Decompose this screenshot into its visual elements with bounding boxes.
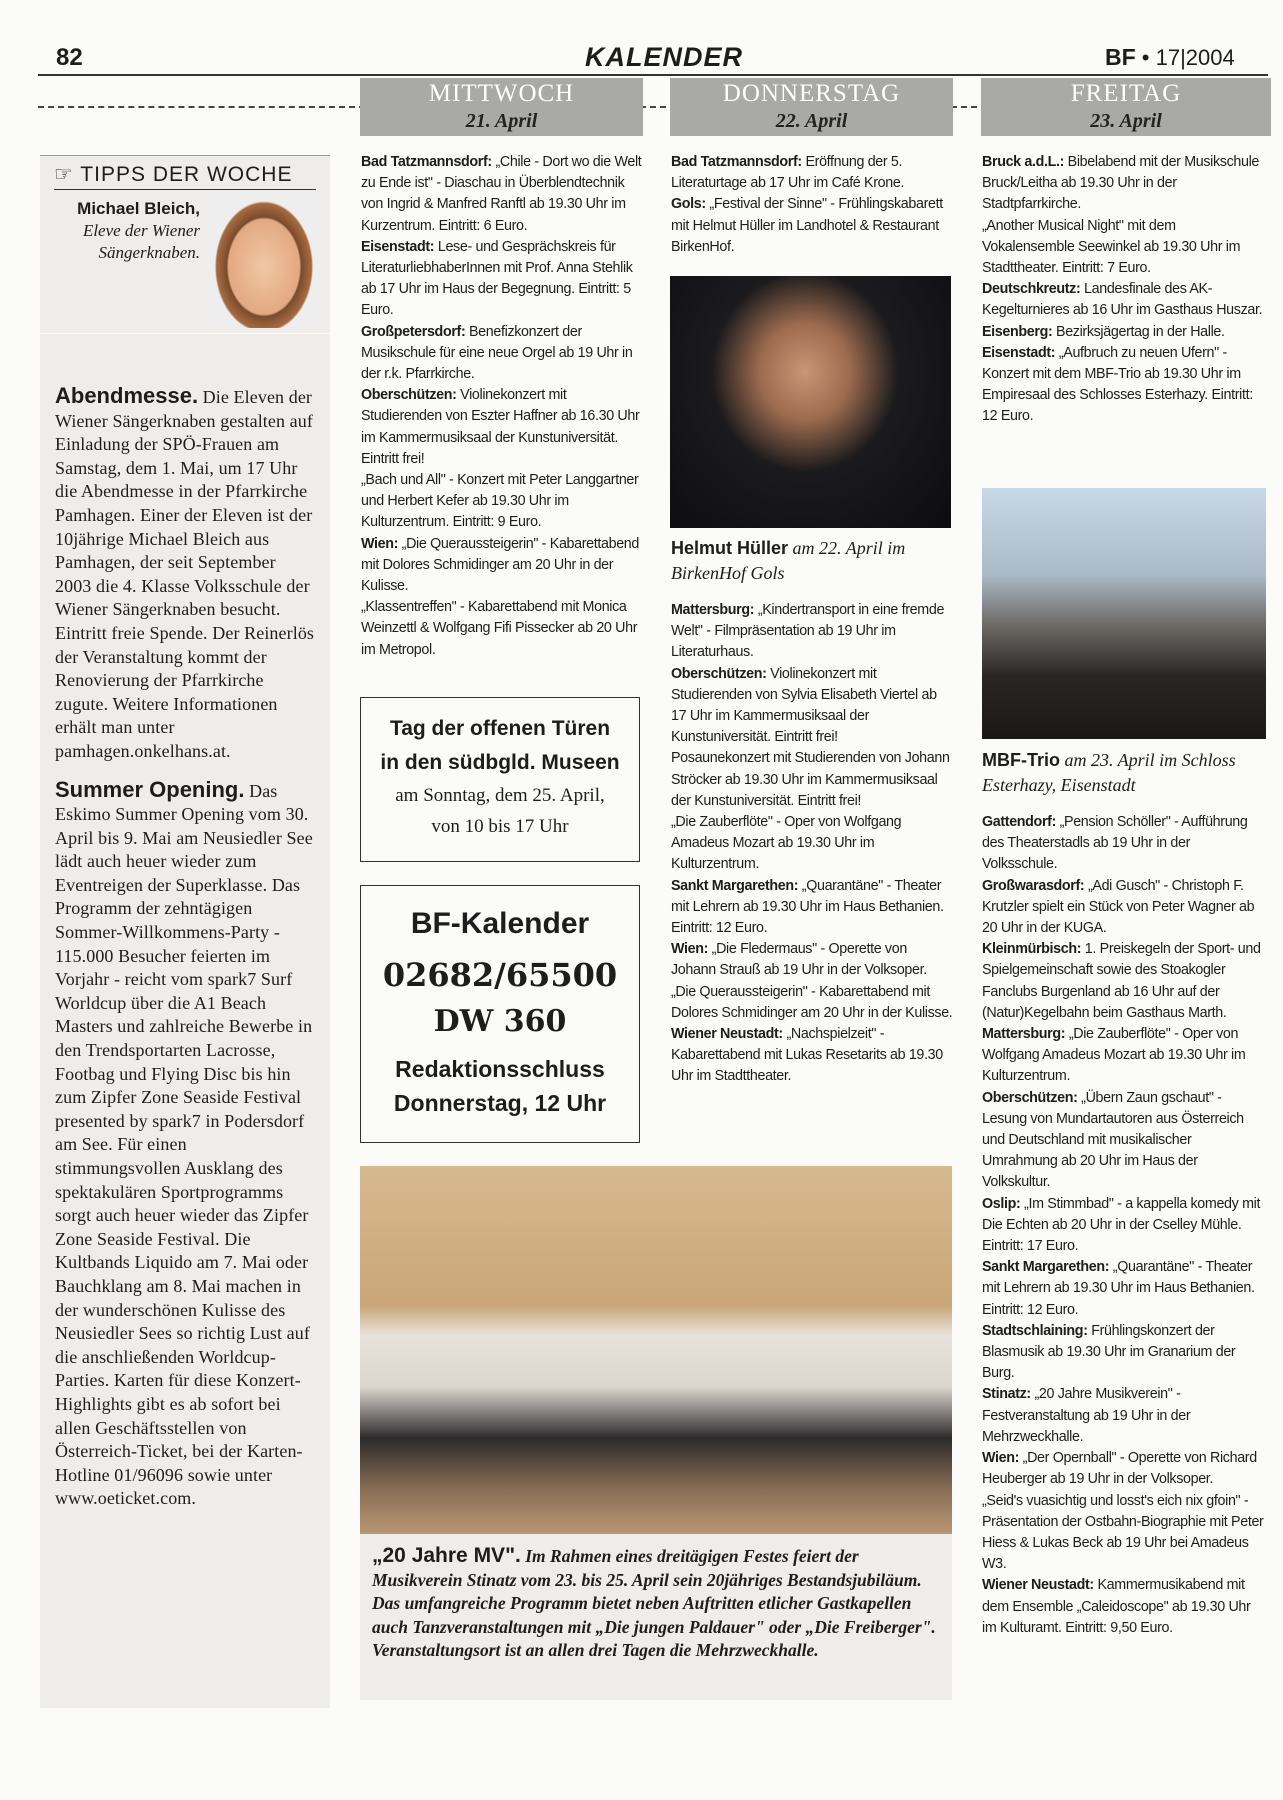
event-text: „Festival der Sinne" - Frühlingskabarett mit Helmut Hüller im Landhotel & Restaurant BirkenHof. [671, 196, 943, 255]
event-text: „Another Musical Night" mit dem Vokalensemble Seewinkel ab 19.30 Uhr im Stadttheater. Eintritt: 7 Euro. [982, 217, 1241, 277]
event-place: Großpetersdorf: [361, 323, 466, 340]
event-place: Kleinmürbisch: [982, 941, 1082, 958]
event-text: 1. Preiskegeln der Sport- und Spielgemeinschaft sowie des Stoakogler Fanclubs Burgenland ab 16 Uhr auf der (Natur)Kegelbahn beim Gasthaus Marth. [982, 941, 1261, 1021]
day-date: 22. April [775, 110, 848, 132]
day-date: 23. April [1090, 110, 1162, 132]
museum-box [360, 697, 640, 862]
event-place: Mattersburg: [982, 1026, 1066, 1043]
event-listing [982, 876, 1268, 940]
event-text: „Aufbruch zu neuen Ufern" - Konzert mit dem MBF-Trio ab 19.30 Uhr im Empiresaal des Schlosses Esterhazy. Eintritt: 12 Euro. [982, 344, 1253, 425]
event-text: Bibelabend mit der Musikschule Bruck/Leitha ab 19.30 Uhr in der Stadtpfarrkirche. [982, 154, 1260, 213]
page-number: 82 [56, 44, 83, 71]
event-listing [361, 597, 643, 661]
event-listing [982, 939, 1268, 1024]
event-place: Eisenstadt: [982, 344, 1056, 361]
day-date: 21. April [465, 110, 538, 132]
event-text: „Kindertransport in eine fremde Welt" - Filmpräsentation ab 19 Uhr im Literaturhaus. [671, 602, 945, 661]
event-listing [671, 748, 953, 812]
event-text: „20 Jahre Musikverein" - Festveranstaltung ab 19 Uhr in der Mehrzweckhalle. [982, 1386, 1191, 1445]
event-place: Oslip: [982, 1195, 1021, 1212]
article-text: Die Eleven der Wiener Sängerknaben gestalten auf Einladung der SPÖ-Frauen am Samstag, dem 1. Mai, um 17 Uhr die Abendmesse in der Pfarrkirche Pamhagen. Einer der Eleven ist der 10jährige Michael Bleich aus Pamhagen, der seit September 2003 die 4. Klasse Volksschule der Wiener Sängerknaben besucht. Eintritt freie Spende. Der Reinerlös der Veranstaltung kommt der Renovierung der Pfarrkirche zugute. Weitere Informationen erhält man unter pamhagen.onkelhans.at. [55, 387, 315, 761]
person-desc: Eleve der Wiener Sängerknaben. [82, 221, 200, 262]
event-text: „Die Zauberflöte" - Oper von Wolfgang Amadeus Mozart ab 19.30 Uhr im Kulturzentrum. [982, 1026, 1246, 1085]
event-place: Deutschkreutz: [982, 281, 1081, 298]
day-header-wednesday [360, 78, 643, 136]
event-text: „Im Stimmbad" - a kappella komedy mit Die Echten ab 20 Uhr in der Cselley Mühle. Eintritt: 17 Euro. [982, 1195, 1261, 1255]
event-text: „Quarantäne" - Theater mit Lehrern ab 19.30 Uhr im Haus Bethanien. Eintritt: 12 Euro. [671, 877, 944, 937]
event-listing [982, 1088, 1268, 1194]
event-text: „Pension Schöller" - Aufführung des Theaterstadls ab 19 Uhr in der Volksschule. [982, 814, 1248, 873]
tipps-title-text: TIPPS DER WOCHE [80, 163, 293, 186]
event-place: Sankt Margarethen: [982, 1259, 1110, 1276]
event-listing [361, 385, 643, 470]
event-place: Bad Tatzmannsdorf: [671, 154, 802, 170]
musikverein-group-photo [360, 1166, 952, 1534]
person-caption [50, 198, 200, 264]
event-place: Bruck a.d.L.: [982, 154, 1065, 170]
event-place: Mattersburg: [671, 602, 755, 618]
friday-listings [982, 812, 1268, 1639]
event-text: „Bach und All" - Konzert mit Peter Langgartner und Herbert Kefer ab 19.30 Uhr im Kulturzentrum. Eintritt: 9 Euro. [361, 472, 639, 531]
event-text: „Der Opernball" - Operette von Richard Heuberger ab 19 Uhr in der Volksoper. [982, 1450, 1257, 1488]
event-listing [982, 1448, 1268, 1490]
event-listing [982, 1384, 1268, 1448]
event-listing [361, 470, 643, 534]
event-listing [671, 600, 953, 664]
bf-box-phone: 02682/65500 [382, 956, 618, 994]
mbf-trio-photo [982, 488, 1266, 739]
event-text: Eröffnung der 5. Literaturtage ab 17 Uhr im Café Krone. [671, 154, 905, 192]
event-text: „Chile - Dort wo die Welt zu Ende ist" - Diaschau in Überblendtechnik von Ingrid & Manfred Ranftl ab 19.30 Uhr im Kurzentrum. Eintritt: 6 Euro. [361, 154, 642, 234]
wednesday-listings [361, 152, 643, 661]
section-title: KALENDER [585, 42, 744, 72]
event-text: Violinekonzert mit Studierenden von Eszter Haffner ab 16.30 Uhr im Kammermusiksaal der Kunstuniversität. Eintritt frei! [361, 387, 640, 467]
portrait-photo [208, 192, 320, 328]
event-listing [982, 1575, 1268, 1639]
caption-text: am 23. April im Schloss Esterhazy, Eisenstadt [982, 750, 1236, 795]
event-listing [671, 876, 953, 940]
event-text: Bezirksjägertag in der Halle. [1056, 323, 1225, 340]
article-text: Das Eskimo Summer Opening vom 30. April bis 9. Mai am Neusiedler See lädt auch heuer wieder zum Eventreigen der Superklasse. Das Programm der zehntägigen Sommer-Willkommens-Party - 115.000 Besucher feierten im Vorjahr - reicht vom spark7 Surf Worldcup über die A1 Beach Masters und zahlreiche Bewerbe in den Trendsportarten Lacrosse, Footbag und Flying Disc bis hin zum Zipfer Zone Seaside Festival presented by spark7 in Podersdorf am See. Für einen stimmungsvollen Ausklang des spektakulären Sportprogramms sorgt auch heuer wieder das Zipfer Zone Seaside Festival. Die Kultbands Liquido am 7. Mai oder Bauchklang am 8. Mai machen in der wunderschönen Kulisse des Neusiedler Sees so richtig Lust auf die anschließenden Worldcup-Parties. Karten für diese Konzert-Highlights gibt es ab sofort bei allen Geschäftsstellen von Österreich-Ticket, bei der Karten-Hotline 01/96096 sowie unter www.oeticket.com. [55, 780, 313, 1509]
article-heading: Summer Opening. [55, 776, 245, 802]
separator: • [1141, 45, 1150, 70]
event-text: „Die Fledermaus" - Operette von Johann Strauß ab 19 Uhr in der Volksoper. [671, 941, 927, 979]
museum-title: Tag der offenen Türen [389, 717, 611, 740]
helmut-hueller-photo [670, 276, 951, 528]
day-header-thursday [670, 78, 953, 136]
event-text: „Adi Gusch" - Christoph F. Krutzler spielt ein Stück von Peter Wagner ab 20 Uhr in der KUGA. [982, 877, 1255, 937]
event-listing [982, 1194, 1268, 1258]
event-text: Violinekonzert mit Studierenden von Sylvia Elisabeth Viertel ab 17 Uhr im Kammermusiksaal der Kunstuniversität. Eintritt frei! [671, 665, 937, 746]
event-place: Großwarasdorf: [982, 877, 1085, 894]
bf-box-dw: DW 360 [433, 1004, 567, 1039]
event-text: Frühlingskonzert der Blasmusik ab 19.30 Uhr im Granarium der Burg. [982, 1322, 1236, 1382]
event-text: „Übern Zaun gschaut" - Lesung von Mundartautoren aus Österreich und Deutschland mit musikalischer Umrahmung ab 20 Uhr im Haus der Volkskultur. [982, 1089, 1244, 1191]
event-listing [361, 152, 643, 237]
event-listing [982, 1491, 1268, 1576]
bf-box-title: BF-Kalender [410, 907, 590, 940]
event-place: Wien: [982, 1450, 1020, 1467]
event-listing [982, 322, 1266, 343]
event-text: „Die Queraussteigerin" - Kabarettabend mit Dolores Schmidinger am 20 Uhr in der Kulisse. [361, 535, 640, 595]
museum-title: in den südbgld. Museen [380, 751, 620, 774]
event-text: Posaunekonzert mit Studierenden von Johann Ströcker ab 19.30 Uhr im Kammermusiksaal der Kunstuniversität. Eintritt frei! [671, 750, 950, 809]
tipps-box [40, 155, 330, 333]
bf-box-deadline-label: Redaktionsschluss [395, 1056, 605, 1082]
day-header-friday [981, 78, 1271, 136]
event-place: Oberschützen: [982, 1089, 1078, 1106]
event-listing [671, 812, 953, 876]
event-listing [982, 1024, 1268, 1088]
event-place: Wien: [361, 535, 399, 552]
event-place: Wien: [671, 941, 709, 958]
event-text: „Quarantäne" - Theater mit Lehrern ab 19.30 Uhr im Haus Bethanien. Eintritt: 12 Euro. [982, 1259, 1255, 1318]
event-listing [671, 939, 953, 981]
issue-info [1105, 44, 1235, 71]
event-listing [671, 194, 951, 258]
event-listing [361, 534, 643, 598]
hueller-caption [671, 536, 961, 586]
event-listing [361, 237, 643, 322]
event-listing [982, 279, 1266, 321]
event-text: Lese- und Gesprächskreis für LiteraturliebhaberInnen mit Prof. Anna Stehlik ab 17 Uhr im Haus der Begegnung. Eintritt: 5 Euro. [361, 238, 633, 319]
event-place: Oberschützen: [361, 387, 457, 404]
event-text: „Die Queraussteigerin" - Kabarettabend mit Dolores Schmidinger am 20 Uhr in der Kulisse. [671, 983, 953, 1021]
event-listing [982, 1321, 1268, 1385]
event-text: „Klassentreffen" - Kabarettabend mit Monica Weinzettl & Wolfgang Fifi Pissecker ab 20 Uhr im Metropol. [361, 599, 638, 658]
event-text: „Nachspielzeit" - Kabarettabend mit Lukas Resetarits ab 19.30 Uhr im Stadttheater. [671, 1026, 943, 1085]
event-listing [982, 343, 1266, 428]
event-listing [361, 322, 643, 386]
header-rule [38, 74, 1268, 76]
event-listing [982, 1257, 1268, 1321]
issue-number: 17|2004 [1155, 45, 1235, 70]
event-place: Oberschützen: [671, 665, 767, 682]
event-place: Gattendorf: [982, 814, 1056, 830]
event-listing [982, 216, 1266, 280]
bf-box-deadline: Donnerstag, 12 Uhr [393, 1090, 607, 1116]
pointing-hand-icon: ☞ [54, 163, 74, 186]
event-listing [982, 152, 1266, 216]
mbf-caption [982, 748, 1272, 798]
band-caption [372, 1544, 942, 1663]
thursday-listings [671, 600, 953, 1088]
event-place: Gols: [671, 196, 706, 213]
event-place: Bad Tatzmannsdorf: [361, 154, 492, 170]
bf-kalender-box [360, 885, 640, 1143]
event-place: Eisenstadt: [361, 238, 435, 255]
event-listing [671, 664, 953, 749]
event-text: Landesfinale des AK-Kegelturnieres ab 16 Uhr im Gasthaus Huszar. [982, 281, 1263, 319]
day-name: MITTWOCH [428, 80, 575, 107]
article-heading: Abendmesse. [55, 383, 199, 408]
event-place: Sankt Margarethen: [671, 877, 799, 894]
event-text: Kammermusikabend mit dem Ensemble „Caleidoscope" ab 19.30 Uhr im Kulturamt. Eintritt: 9,50 Euro. [982, 1577, 1251, 1636]
event-place: Wiener Neustadt: [982, 1577, 1094, 1594]
caption-name: MBF-Trio [982, 750, 1060, 770]
day-name: DONNERSTAG [722, 80, 901, 107]
museum-date: am Sonntag, dem 25. April, [395, 785, 605, 806]
event-place: Eisenberg: [982, 323, 1053, 340]
event-listing [671, 1024, 953, 1088]
event-listing [671, 152, 951, 194]
caption-name: Helmut Hüller [671, 538, 789, 558]
event-listing [982, 812, 1268, 876]
caption-text: am 22. April im BirkenHof Gols [671, 538, 906, 583]
publication-name: BF [1105, 44, 1136, 70]
event-listing [671, 982, 953, 1024]
event-text: „Die Zauberflöte" - Oper von Wolfgang Amadeus Mozart ab 19.30 Uhr im Kulturzentrum. [671, 814, 902, 873]
band-feature [360, 1166, 952, 1700]
friday-listings-top [982, 152, 1266, 428]
left-column [40, 334, 330, 1708]
person-name: Michael Bleich, [77, 199, 200, 218]
thursday-listings-top [671, 152, 951, 258]
event-place: Stinatz: [982, 1386, 1031, 1403]
event-place: Wiener Neustadt: [671, 1026, 783, 1043]
event-place: Stadtschlaining: [982, 1322, 1088, 1339]
event-text: „Seid's vuasichtig und losst's eich nix gfoin" - Präsentation der Ostbahn-Biographie mit Peter Hiess & Lukas Beck ab 19 Uhr bei Amadeus W3. [982, 1492, 1264, 1573]
event-text: Benefizkonzert der Musikschule für eine neue Orgel ab 19 Uhr in der r.k. Pfarrkirche. [361, 323, 633, 383]
caption-text: Im Rahmen eines dreitägigen Festes feiert der Musikverein Stinatz vom 23. bis 25. April sein 20jähriges Bestandsjubiläum. Das umfangreiche Programm bietet neben Auftritten etlicher Gastkapellen auch Tanzveranstaltungen mit „Die jungen Paldauer" oder „Die Freiberger". Veranstaltungsort ist an allen drei Tagen die Mehrzweckhalle. [372, 1546, 936, 1660]
caption-title: „20 Jahre MV". [372, 1544, 521, 1567]
tipps-title [54, 162, 316, 190]
museum-time: von 10 bis 17 Uhr [431, 816, 569, 837]
day-name: FREITAG [1070, 80, 1182, 107]
